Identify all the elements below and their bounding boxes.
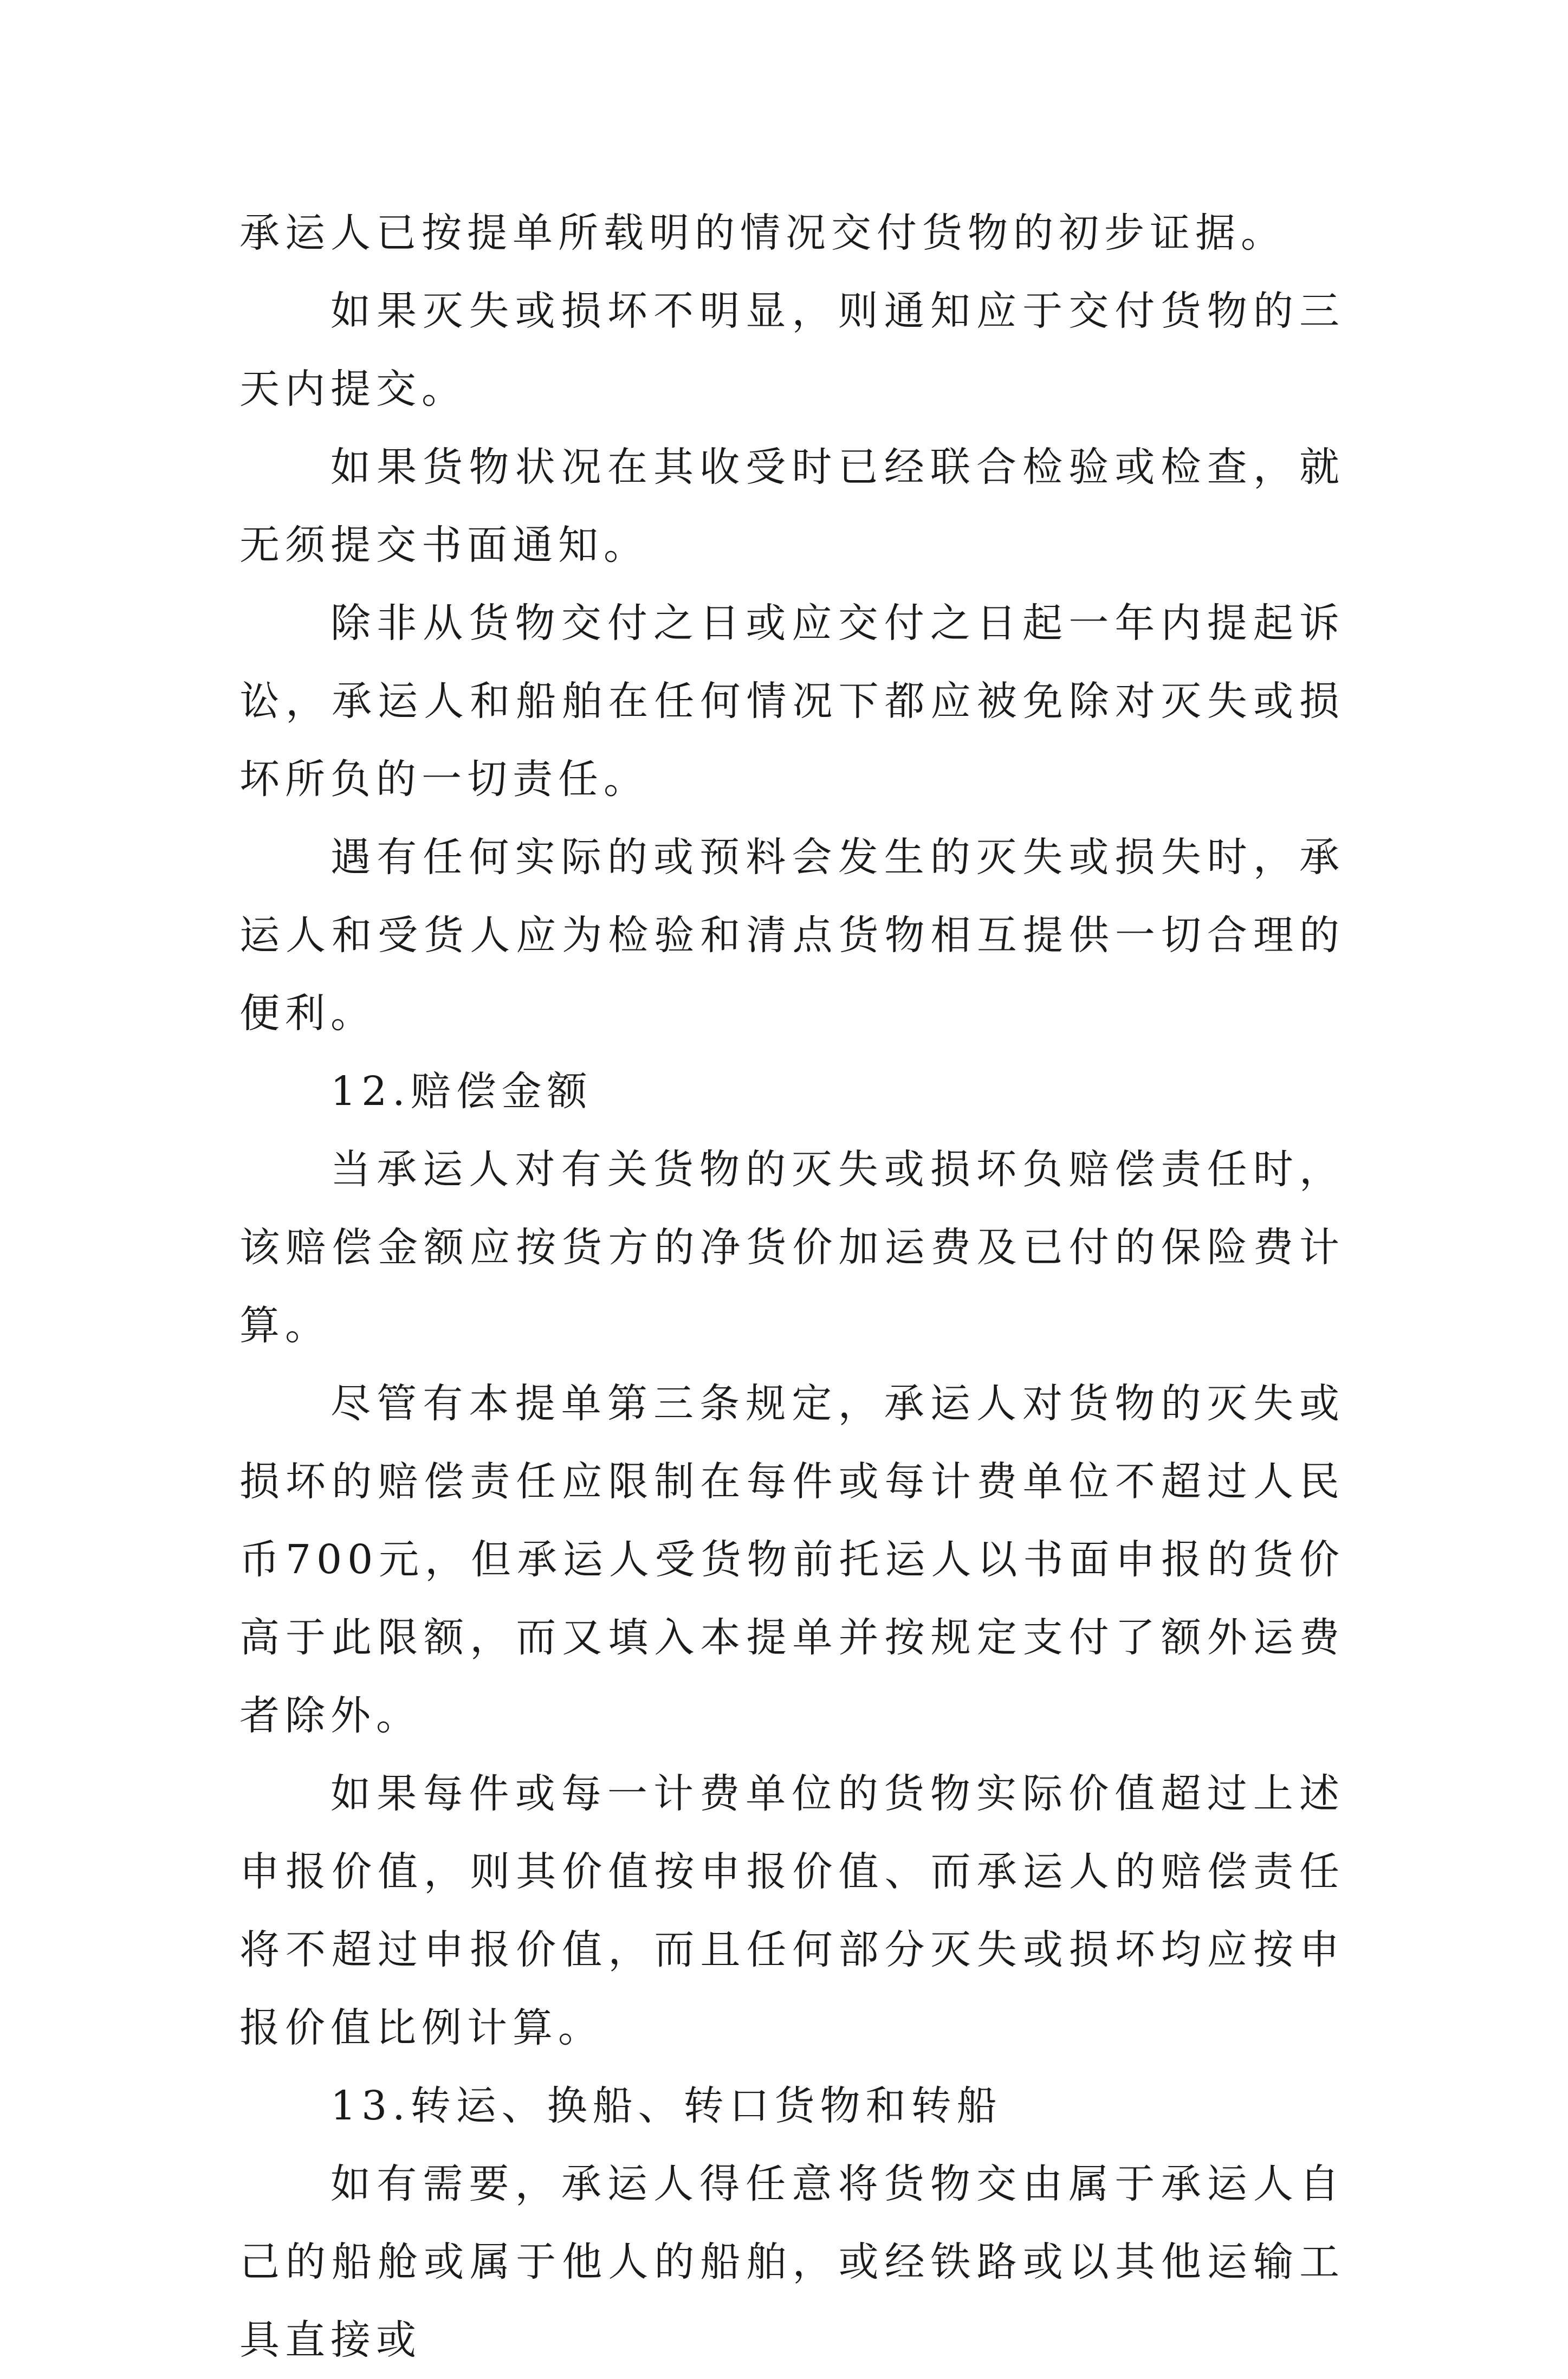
paragraph-transshipment: 如有需要，承运人得任意将货物交由属于承运人自己的船舱或属于他人的船舶，或经铁路或以其他运输工具直接或: [239, 2161, 1345, 2363]
paragraph-declared-value: 如果每件或每一计费单位的货物实际价值超过上述申报价值，则其价值按申报价值、而承运人的赔偿责任将不超过申报价值，而且任何部分灭失或损坏均应按申报价值比例计算。: [239, 1770, 1345, 2051]
section-heading-compensation: 12.赔偿金额: [331, 1068, 593, 1115]
paragraph-continuation: 承运人已按提单所载明的情况交付货物的初步证据。: [239, 210, 1286, 256]
paragraph-joint-survey: 如果货物状况在其收受时已经联合检验或检查，就无须提交书面通知。: [239, 444, 1345, 568]
paragraph-time-bar: 除非从货物交付之日或应交付之日起一年内提起诉讼，承运人和船舶在任何情况下都应被免除对灭失或损坏所负的一切责任。: [239, 600, 1345, 803]
paragraph-compensation-basis: 当承运人对有关货物的灭失或损坏负赔偿责任时，该赔偿金额应按货方的净货价加运费及已付的保险费计算。: [239, 1146, 1345, 1349]
paragraph-inspection-facilities: 遇有任何实际的或预料会发生的灭失或损失时，承运人和受货人应为检验和清点货物相互提供一切合理的便利。: [239, 834, 1345, 1037]
paragraph-liability-limit: 尽管有本提单第三条规定，承运人对货物的灭失或损坏的赔偿责任应限制在每件或每计费单位不超过人民币700元，但承运人受货物前托运人以书面申报的货价高于此限额，而又填入本提单并按规定支付了额外运费者除外。: [239, 1380, 1345, 1739]
paragraph-notice-not-apparent: 如果灭失或损坏不明显，则通知应于交付货物的三天内提交。: [239, 288, 1345, 412]
section-heading-transshipment: 13.转运、换船、转口货物和转船: [331, 2083, 1002, 2129]
document-body: [239, 194, 1345, 2379]
